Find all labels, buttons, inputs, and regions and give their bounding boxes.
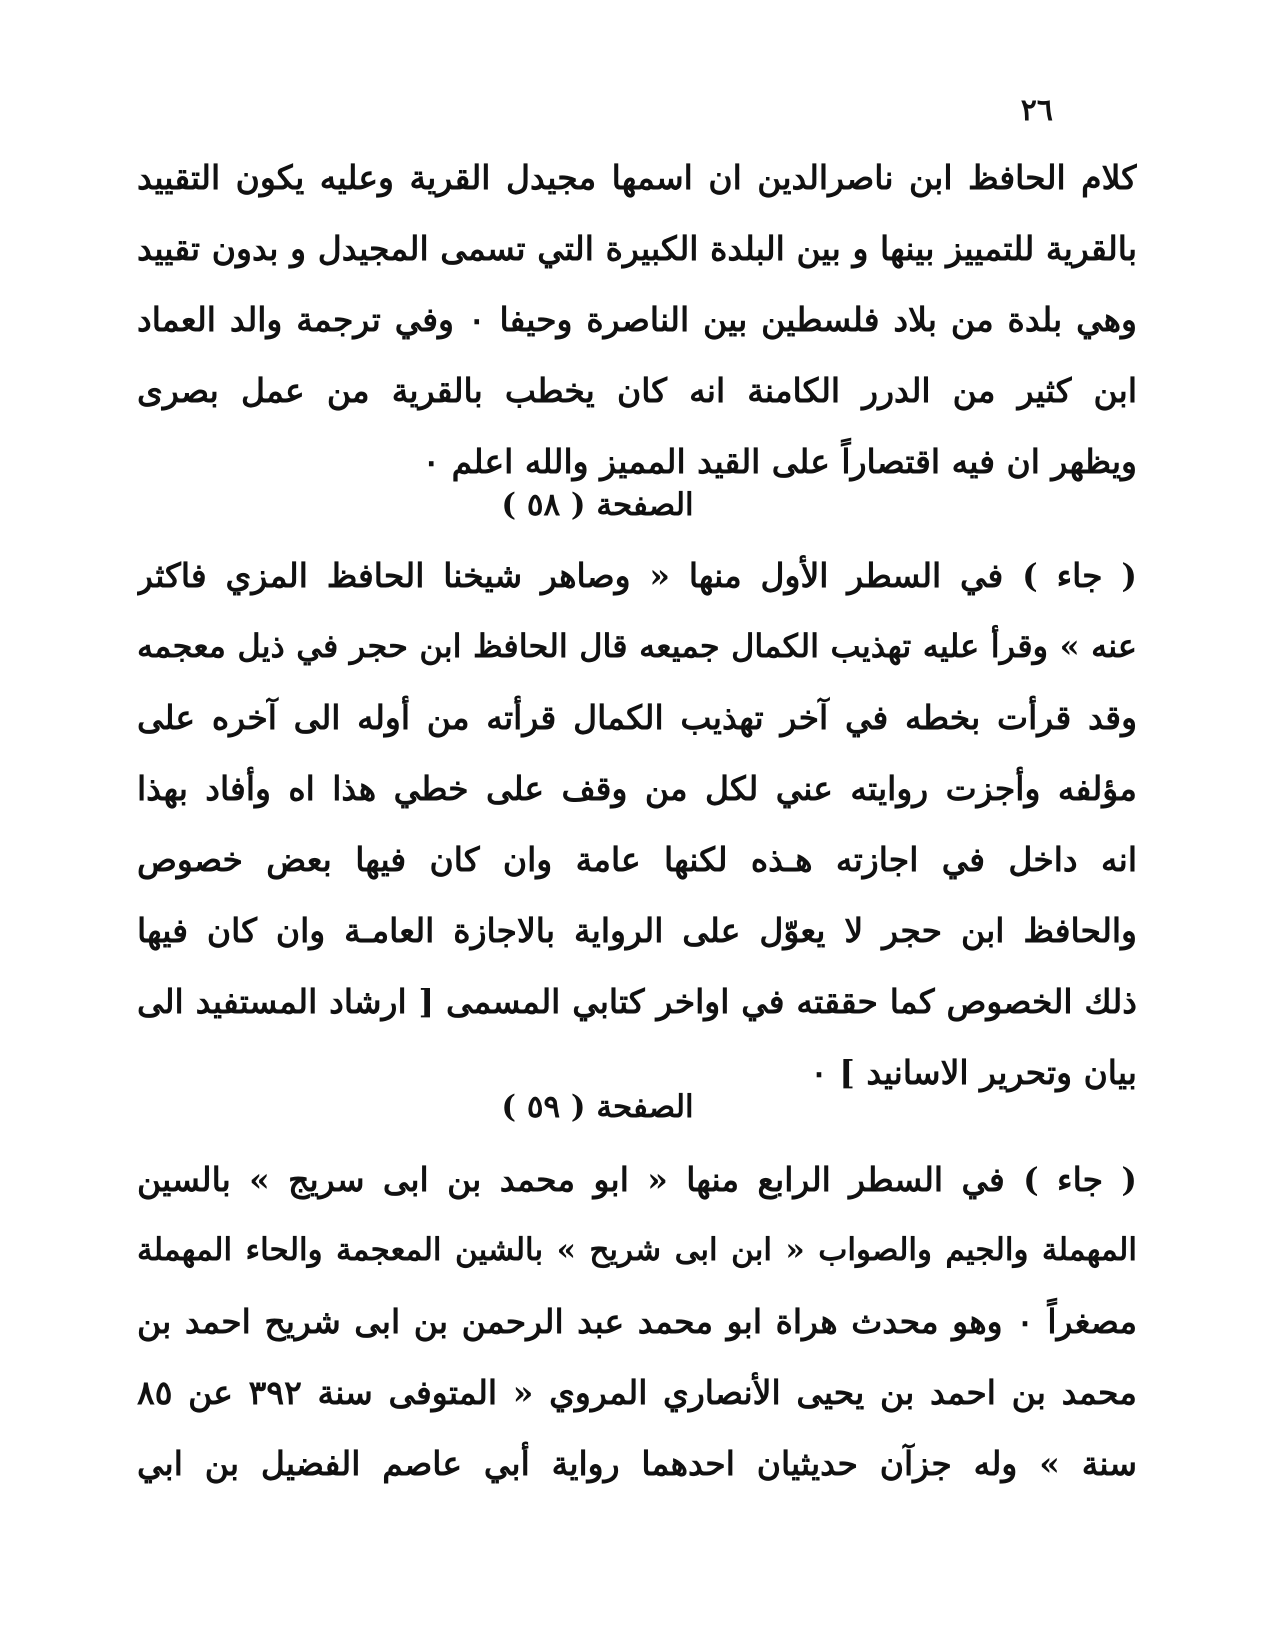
text-line: كلام الحافظ ابن ناصرالدين ان اسمها مجيدل القرية وعليه يكون التقييد [137, 158, 1137, 197]
text-line: ( جاء ) في السطر الأول منها « وصاهر شيخنا الحافظ المزي فاكثر [137, 556, 1137, 595]
text-line: محمد بن احمد بن يحيى الأنصاري المروي « المتوفى سنة ٣٩٢ عن ٨٥ [137, 1373, 1137, 1412]
text-line: بيان وتحرير الاسانيد ] ٠ [810, 1053, 1137, 1092]
text-line: وهي بلدة من بلاد فلسطين بين الناصرة وحيفا ٠ وفي ترجمة والد العماد [137, 300, 1137, 339]
text-line: المهملة والجيم والصواب « ابن ابى شريح » بالشين المعجمة والحاء المهملة [137, 1232, 1137, 1268]
text-line: عنه » وقرأ عليه تهذيب الكمال جميعه قال الحافظ ابن حجر في ذيل معجمه [137, 627, 1137, 665]
text-line: ابن كثير من الدرر الكامنة انه كان يخطب بالقرية من عمل بصرى [137, 371, 1137, 410]
text-line: بالقرية للتمييز بينها و بين البلدة الكبيرة التي تسمى المجيدل و بدون تقييد [137, 229, 1137, 268]
paragraph-2 [137, 540, 1137, 1108]
text-line: مؤلفه وأجزت روايته عني لكل من وقف على خطي هذا اه وأفاد بهذا [137, 769, 1137, 808]
text-line: ويظهر ان فيه اقتصاراً على القيد المميز والله اعلم ٠ [422, 442, 1137, 481]
text-line: ( جاء ) في السطر الرابع منها « ابو محمد بن ابى سريج » بالسين [137, 1160, 1137, 1199]
text-line: مصغراً ٠ وهو محدث هراة ابو محمد عبد الرحمن بن ابى شريح احمد بن [137, 1302, 1137, 1341]
page-number: ٢٦ [1020, 93, 1053, 128]
paragraph-3 [137, 1144, 1137, 1499]
paragraph-1 [137, 142, 1137, 497]
text-line: وقد قرأت بخطه في آخر تهذيب الكمال قرأته من أوله الى آخره على [137, 698, 1137, 737]
text-line: سنة » وله جزآن حديثيان احدهما رواية أبي عاصم الفضيل بن ابي [137, 1444, 1137, 1483]
section-heading-page-58: الصفحة ( ٥٨ ) [501, 487, 694, 523]
text-line: والحافظ ابن حجر لا يعوّل على الرواية بالاجازة العامـة وان كان فيها [137, 911, 1137, 950]
text-line: ذلك الخصوص كما حققته في اواخر كتابي المسمى [ ارشاد المستفيد الى [137, 982, 1137, 1021]
text-line: انه داخل في اجازته هـذه لكنها عامة وان كان فيها بعض خصوص [137, 840, 1137, 879]
section-heading-page-59: الصفحة ( ٥٩ ) [501, 1089, 694, 1125]
